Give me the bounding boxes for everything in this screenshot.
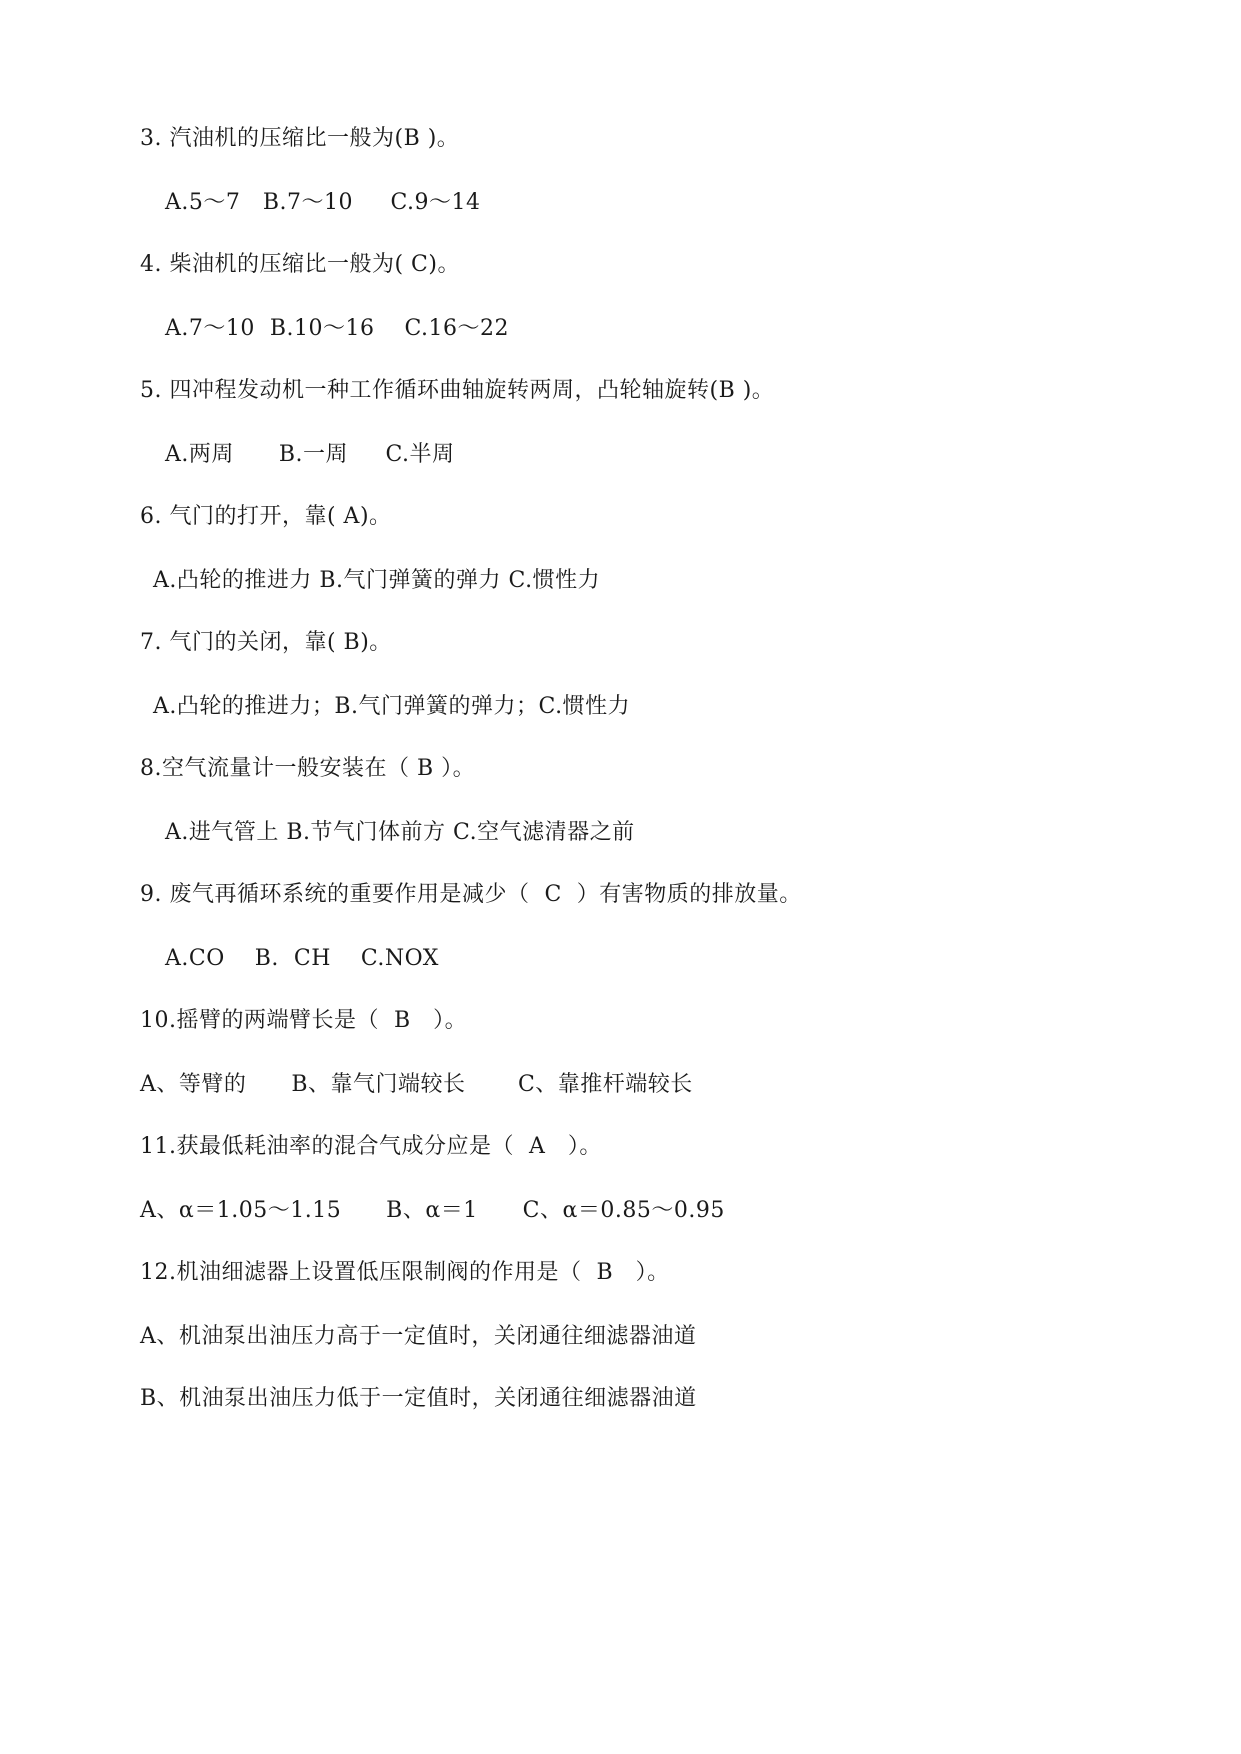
question-10: 10.摇臂的两端臂长是（ B ）。	[140, 1008, 468, 1033]
question-12-option-b: B、机油泵出油压力低于一定值时，关闭通往细滤器油道	[140, 1386, 697, 1411]
question-8-options: A.进气管上 B.节气门体前方 C.空气滤清器之前	[165, 820, 635, 845]
question-11-options: A、α＝1.05～1.15 B、α＝1 C、α＝0.85～0.95	[140, 1198, 725, 1223]
question-8: 8.空气流量计一般安装在（ B ）。	[140, 756, 476, 781]
question-9: 9. 废气再循环系统的重要作用是减少（ C ）有害物质的排放量。	[140, 882, 802, 907]
question-6: 6. 气门的打开，靠( A)。	[140, 504, 392, 529]
question-6-options: A.凸轮的推进力 B.气门弹簧的弹力 C.惯性力	[153, 568, 601, 593]
question-11: 11.获最低耗油率的混合气成分应是（ A ）。	[140, 1134, 602, 1159]
question-12: 12.机油细滤器上设置低压限制阀的作用是（ B ）。	[140, 1260, 670, 1285]
question-5: 5. 四冲程发动机一种工作循环曲轴旋转两周，凸轮轴旋转(B )。	[140, 378, 775, 403]
question-7-options: A.凸轮的推进力；B.气门弹簧的弹力；C.惯性力	[153, 694, 631, 719]
question-5-options: A.两周 B.一周 C.半周	[165, 442, 455, 467]
question-3-options: A.5～7 B.7～10 C.9～14	[165, 190, 481, 215]
question-9-options: A.CO B. CH C.NOX	[165, 946, 439, 971]
question-10-options: A、等臂的 B、靠气门端较长 C、靠推杆端较长	[140, 1072, 693, 1097]
question-7: 7. 气门的关闭，靠( B)。	[140, 630, 392, 655]
question-4: 4. 柴油机的压缩比一般为( C)。	[140, 252, 460, 277]
question-4-options: A.7～10 B.10～16 C.16～22	[165, 316, 510, 341]
question-3: 3. 汽油机的压缩比一般为(B )。	[140, 126, 460, 151]
question-12-option-a: A、机油泵出油压力高于一定值时，关闭通往细滤器油道	[140, 1324, 697, 1349]
